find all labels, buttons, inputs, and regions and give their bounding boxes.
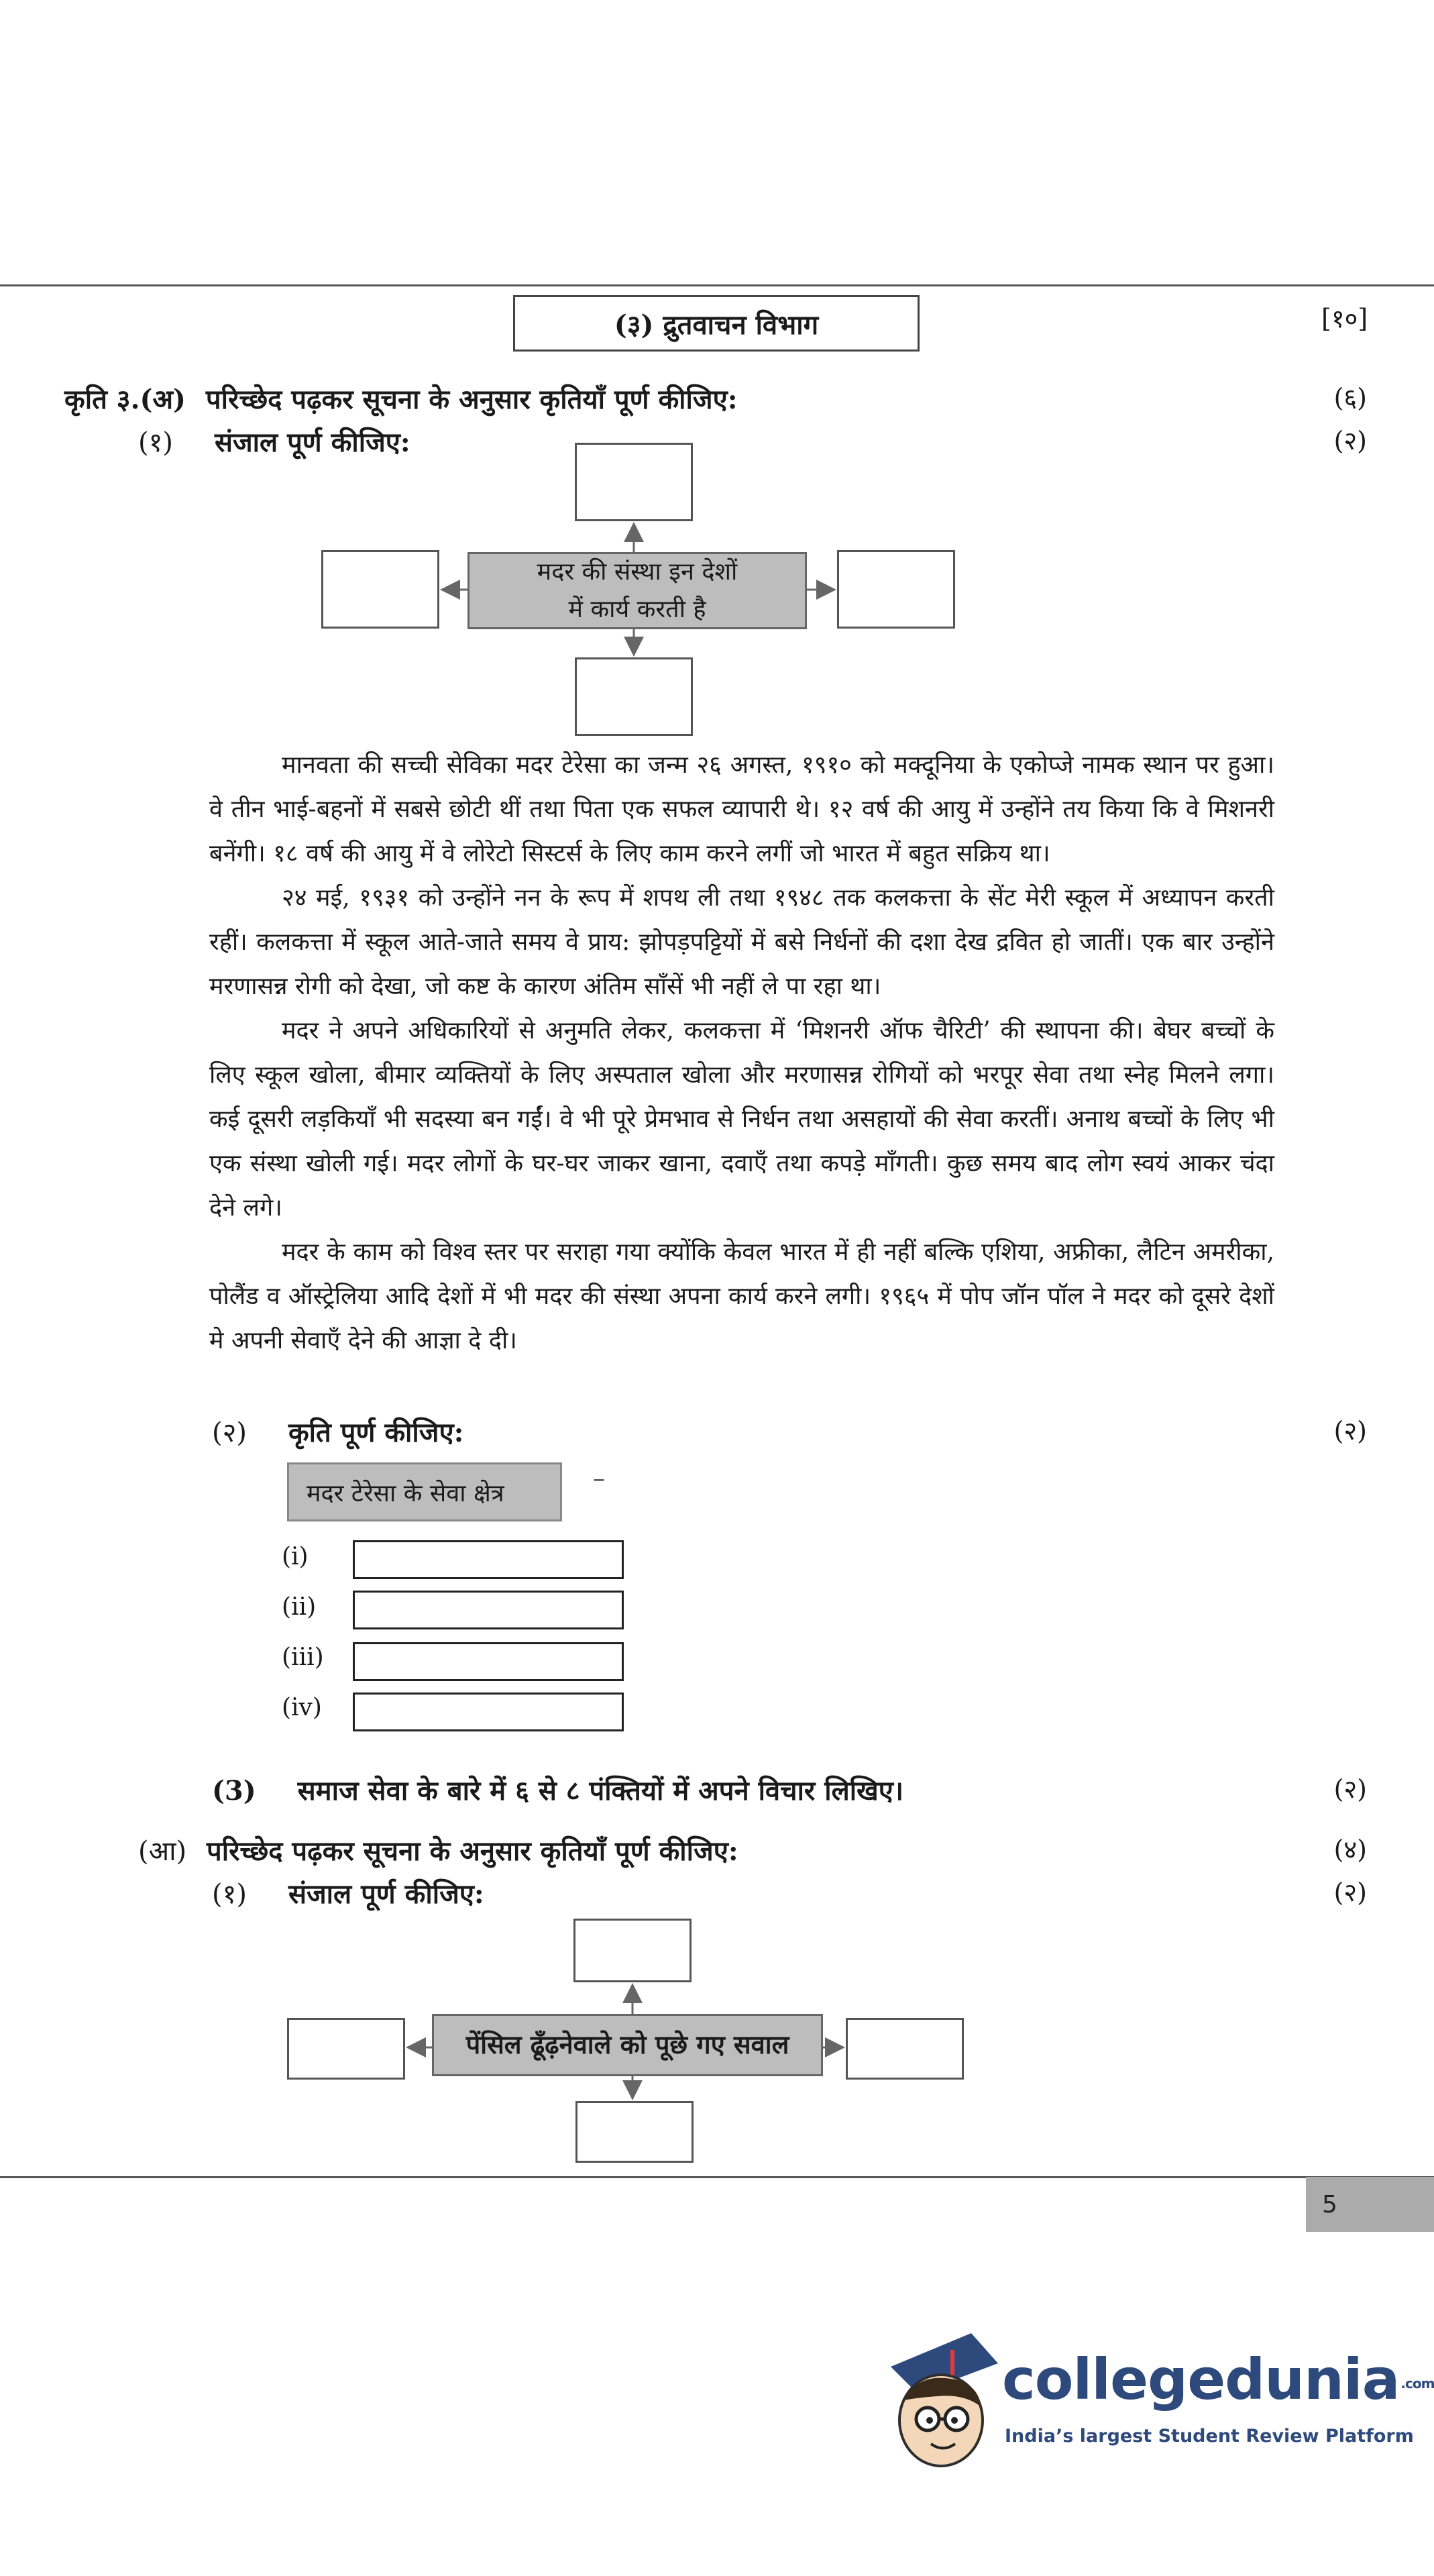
q3a-sub3-marks: (२) [1333, 1774, 1367, 1804]
brand-domain-suffix: .com [1400, 2375, 1434, 2392]
q3a-sub3-num: (3) [212, 1775, 256, 1807]
passage-paragraph-3: मदर ने अपने अधिकारियों से अनुमति लेकर, कलकत्ता में ‘मिशनरी ऑफ चैरिटी’ की स्थापना की। बेघर बच्चों के लिए स्कूल खोला, बीमार व्यक्तियों के लिए अस्पताल खोला और मरणासन्न रोगियों को भरपूर सेवा तथा स्नेह मिलने लगा। कई दूसरी लड़कियाँ भी सदस्या बन गईं। वे भी पूरे प्रेमभाव से निर्धन तथा असहायों की सेवा करतीं। अनाथ बच्चों के लिए भी एक संस्था खोली गई। मदर लोगों के घर-घर जाकर खाना, दवाएँ तथा कपड़े माँगती। कुछ समय बाद लोग स्वयं आकर चंदा देने लगे। [209, 1017, 1274, 1222]
page-number: 5 [1306, 2177, 1434, 2232]
q3aa-label: (आ) [138, 1836, 187, 1867]
q3aa-instruction: परिच्छेद पढ़कर सूचना के अनुसार कृतियाँ पूर्ण कीजिए: [207, 1835, 738, 1867]
q3a-sub3-text: समाज सेवा के बारे में ६ से ८ पंक्तियों में अपने विचार लिखिए। [297, 1775, 904, 1807]
item-label-iv: (iv) [282, 1694, 322, 1721]
passage-paragraph-2: २४ मई, १९३१ को उन्होंने नन के रूप में शपथ ली तथा १९४८ तक कलकत्ता के सेंट मेरी स्कूल में अध्यापन करती रहीं। कलकत्ता में स्कूल आते-जाते समय वे प्राय: झोपड़पट्टियों में बसे निर्धनों की दशा देख द्रवित हो जातीं। एक बार उन्होंने मरणासन्न रोगी को देखा, जो कष्ट के कारण अंतिम साँसें भी नहीं ले पा रहा था। [209, 884, 1274, 1000]
item-label-i: (i) [282, 1543, 309, 1570]
q3a-label: कृति ३.(अ) [64, 384, 186, 415]
q3a-sub1-text: संजाल पूर्ण कीजिए: [214, 427, 410, 458]
q3a-sub1-num: (१) [138, 427, 174, 458]
brand-tagline: India’s largest Student Review Platform [1005, 2426, 1414, 2447]
brand-name-part2: dunia [1225, 2347, 1400, 2412]
q3a-sub1-marks: (२) [1333, 426, 1367, 455]
q3aa-marks: (४) [1333, 1835, 1367, 1864]
q3a-instruction: परिच्छेद पढ़कर सूचना के अनुसार कृतियाँ पूर्ण कीजिए: [205, 384, 738, 415]
q3aa-sub1-num: (१) [212, 1879, 247, 1910]
q3a-sub2-num: (२) [212, 1417, 247, 1448]
q3aa-sub1-text: संजाल पूर्ण कीजिए: [288, 1878, 484, 1910]
q3aa-sub1-marks: (२) [1333, 1878, 1367, 1907]
item-label-ii: (ii) [282, 1593, 317, 1621]
brand-name-part1: college [1002, 2347, 1225, 2412]
q3a-sub2-marks: (२) [1333, 1416, 1367, 1446]
brand-wordmark [1002, 2347, 1434, 2412]
q3a-marks: (६) [1333, 383, 1367, 413]
service-area-dash: – [593, 1465, 605, 1493]
item-label-iii: (iii) [282, 1644, 324, 1671]
section-title: (३) द्रुतवाचन विभाग [513, 295, 920, 352]
web2-center-box: पेंसिल ढूँढ़नेवाले को पूछे गए सवाल [432, 2014, 823, 2076]
q3a-sub2-text: कृति पूर्ण कीजिए: [288, 1417, 464, 1448]
section-marks: [१०] [1321, 304, 1368, 333]
web1-center-line2: में कार्य करती है [568, 595, 706, 623]
passage-paragraph-1: मानवता की सच्ची सेविका मदर टेरेसा का जन्म २६ अगस्त, १९१० को मक्दूनिया के एकोप्जे नामक स्थान पर हुआ। वे तीन भाई-बहनों में सबसे छोटी थीं तथा पिता एक सफल व्यापारी थे। १२ वर्ष की आयु में उन्होंने तय किया कि वे मिशनरी बनेंगी। १८ वर्ष की आयु में वे लोरेटो सिस्टर्स के लिए काम करने लगीं जो भारत में बहुत सक्रिय था। [209, 751, 1274, 867]
passage-paragraph-4: मदर के काम को विश्व स्तर पर सराहा गया क्योंकि केवल भारत में ही नहीं बल्कि एशिया, अफ्रीका, लैटिन अमरीका, पोलैंड व ऑस्ट्रेलिया आदि देशों में भी मदर की संस्था अपना कार्य करने लगी। १९६५ में पोप जॉन पॉल ने मदर को दूसरे देशों मे अपनी सेवाएँ देने की आज्ञा दे दी। [209, 1238, 1274, 1354]
web1-center-line1: मदर की संस्था इन देशों [537, 557, 738, 586]
service-area-header-box: मदर टेरेसा के सेवा क्षेत्र [287, 1462, 562, 1521]
